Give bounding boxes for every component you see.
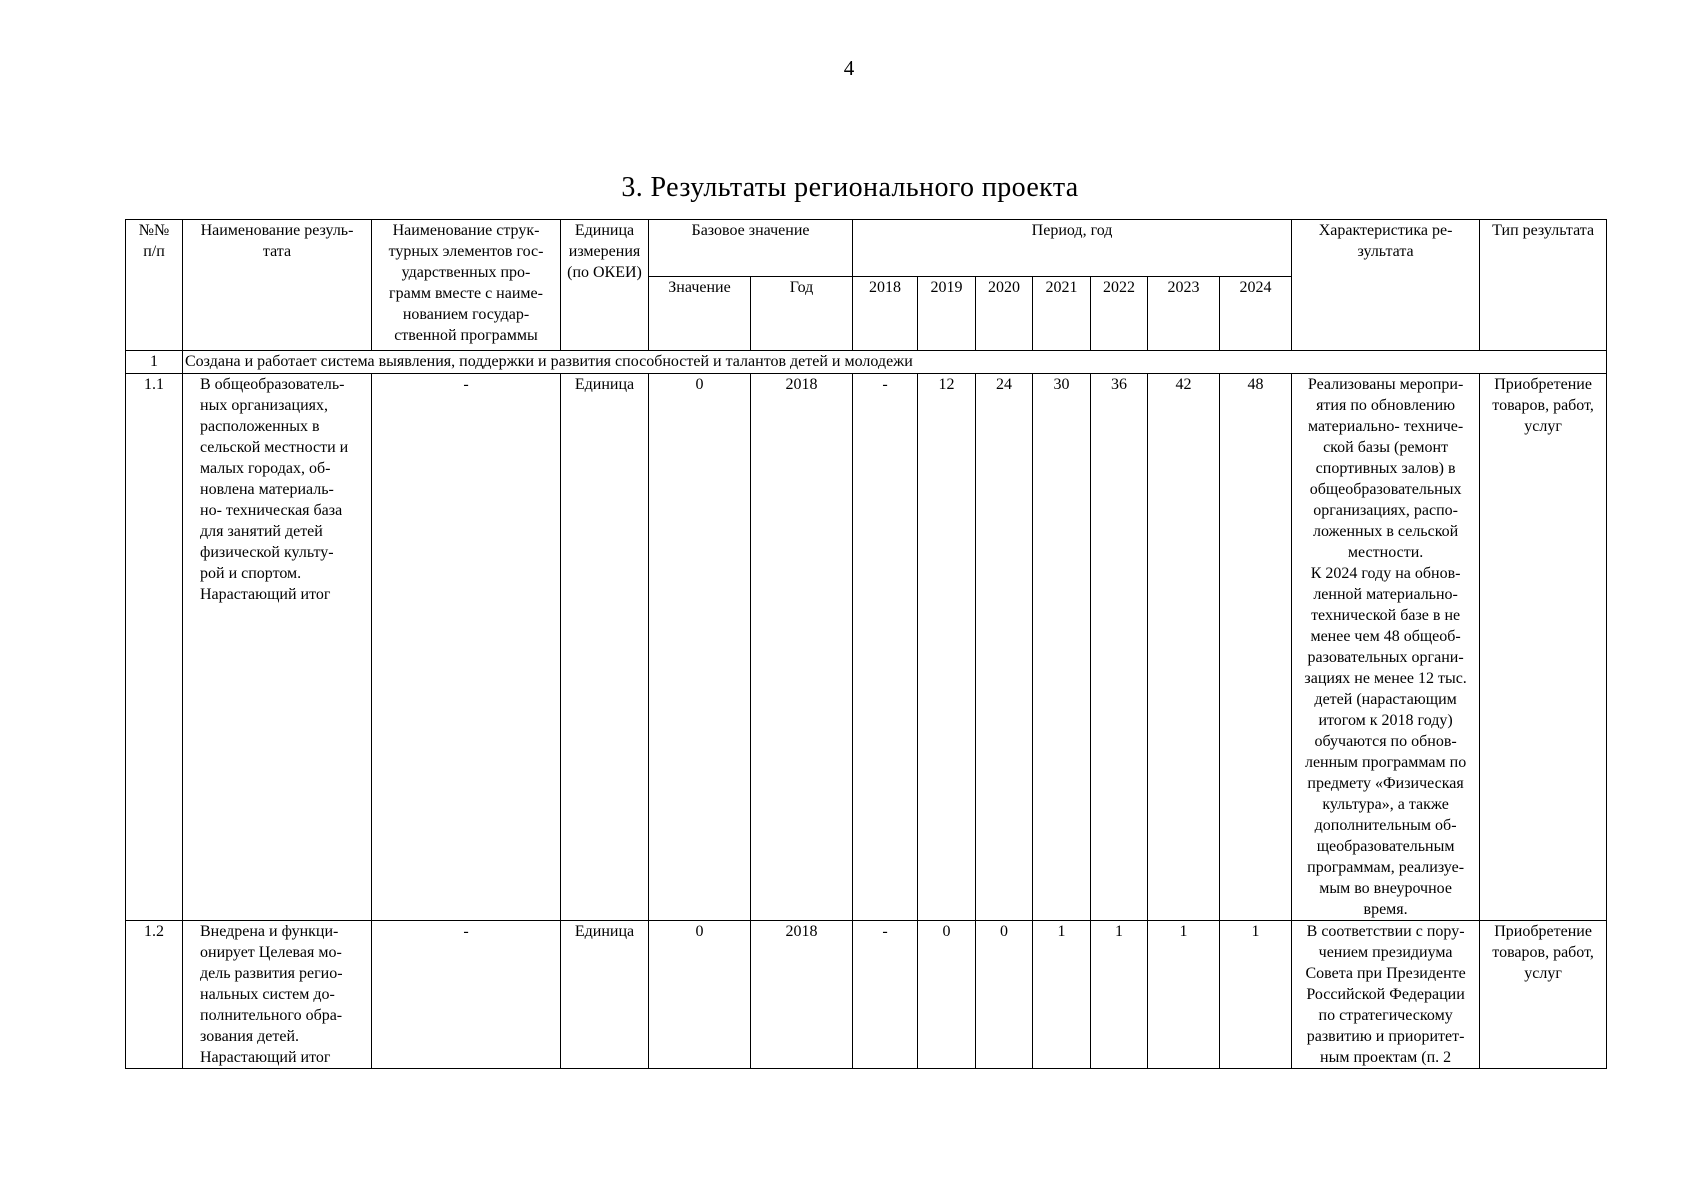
row-structural-element: -	[372, 921, 561, 1069]
row-value-2024: 1	[1220, 921, 1292, 1069]
row-result-type: Приобретение товаров, работ, услуг	[1480, 374, 1607, 921]
row-base-value: 0	[649, 374, 751, 921]
header-base-value-value: Значение	[649, 277, 751, 351]
row-value-2022: 36	[1091, 374, 1148, 921]
table-row	[126, 374, 1607, 921]
row-unit: Единица	[561, 921, 649, 1069]
goal-row	[126, 351, 1607, 374]
header-characteristic: Характеристика ре- зультата	[1292, 220, 1480, 351]
row-result-name: Внедрена и функци- онирует Целевая мо- дель развития регио- нальных систем до- полнительного обра- зования детей. Нарастающий итог	[183, 921, 372, 1069]
header-year-2021: 2021	[1033, 277, 1091, 351]
table-header-row	[126, 220, 1607, 277]
row-result-name: В общеобразователь- ных организациях, расположенных в сельской местности и малых городах, об- новлена материаль- но- техническая база для занятий детей физической культу- рой и спортом. Нарастающий итог	[183, 374, 372, 921]
row-value-2022: 1	[1091, 921, 1148, 1069]
row-value-2020: 24	[976, 374, 1033, 921]
row-value-2023: 42	[1148, 374, 1220, 921]
header-year-2022: 2022	[1091, 277, 1148, 351]
header-unit: Единица измерения (по ОКЕИ)	[561, 220, 649, 351]
header-year-2020: 2020	[976, 277, 1033, 351]
header-num: №№ п/п	[126, 220, 183, 351]
header-year-2018: 2018	[853, 277, 918, 351]
row-value-2018: -	[853, 921, 918, 1069]
row-characteristic: Реализованы меропри- ятия по обновлению материально- техниче- ской базы (ремонт спортивных залов) в общеобразовательных организациях, распо- ложенных в сельской местности. К 2024 году на обнов- ленной материально- технической базе в не менее чем 48 общеоб- разовательных органи- зациях не менее 12 тыс. детей (нарастающим итогом к 2018 году) обучаются по обнов- ленным программам по предмету «Физическая культура», а также дополнительным об- щеобразовательным программам, реализуе- мым во внеурочное время.	[1292, 374, 1480, 921]
table-row	[126, 921, 1607, 1069]
row-characteristic: В соответствии с пору- чением президиума Совета при Президенте Российской Федерации по стратегическому развитию и приоритет- ным проектам (п. 2	[1292, 921, 1480, 1069]
row-value-2020: 0	[976, 921, 1033, 1069]
row-unit: Единица	[561, 374, 649, 921]
row-value-2021: 30	[1033, 374, 1091, 921]
row-num: 1.2	[126, 921, 183, 1069]
row-structural-element: -	[372, 374, 561, 921]
row-value-2024: 48	[1220, 374, 1292, 921]
header-result-name: Наименование резуль- тата	[183, 220, 372, 351]
row-base-year: 2018	[751, 921, 853, 1069]
row-base-value: 0	[649, 921, 751, 1069]
header-base-value-year: Год	[751, 277, 853, 351]
goal-text: Создана и работает система выявления, поддержки и развития способностей и талантов детей и молодежи	[183, 351, 1607, 374]
row-num: 1.1	[126, 374, 183, 921]
header-base-value: Базовое значение	[649, 220, 853, 277]
header-result-type: Тип результата	[1480, 220, 1607, 351]
page-number: 4	[843, 56, 855, 80]
row-result-type: Приобретение товаров, работ, услуг	[1480, 921, 1607, 1069]
row-value-2018: -	[853, 374, 918, 921]
header-period: Период, год	[853, 220, 1292, 277]
goal-num: 1	[126, 351, 183, 374]
header-structural-elements: Наименование струк- турных элементов гос- ударственных про- грамм вместе с наиме- нованием государ- ственной программы	[372, 220, 561, 351]
row-value-2023: 1	[1148, 921, 1220, 1069]
results-table	[125, 219, 1607, 1069]
row-value-2019: 0	[918, 921, 976, 1069]
row-value-2019: 12	[918, 374, 976, 921]
section-title: 3. Результаты регионального проекта	[621, 172, 1079, 203]
header-year-2023: 2023	[1148, 277, 1220, 351]
row-value-2021: 1	[1033, 921, 1091, 1069]
row-base-year: 2018	[751, 374, 853, 921]
header-year-2019: 2019	[918, 277, 976, 351]
header-year-2024: 2024	[1220, 277, 1292, 351]
